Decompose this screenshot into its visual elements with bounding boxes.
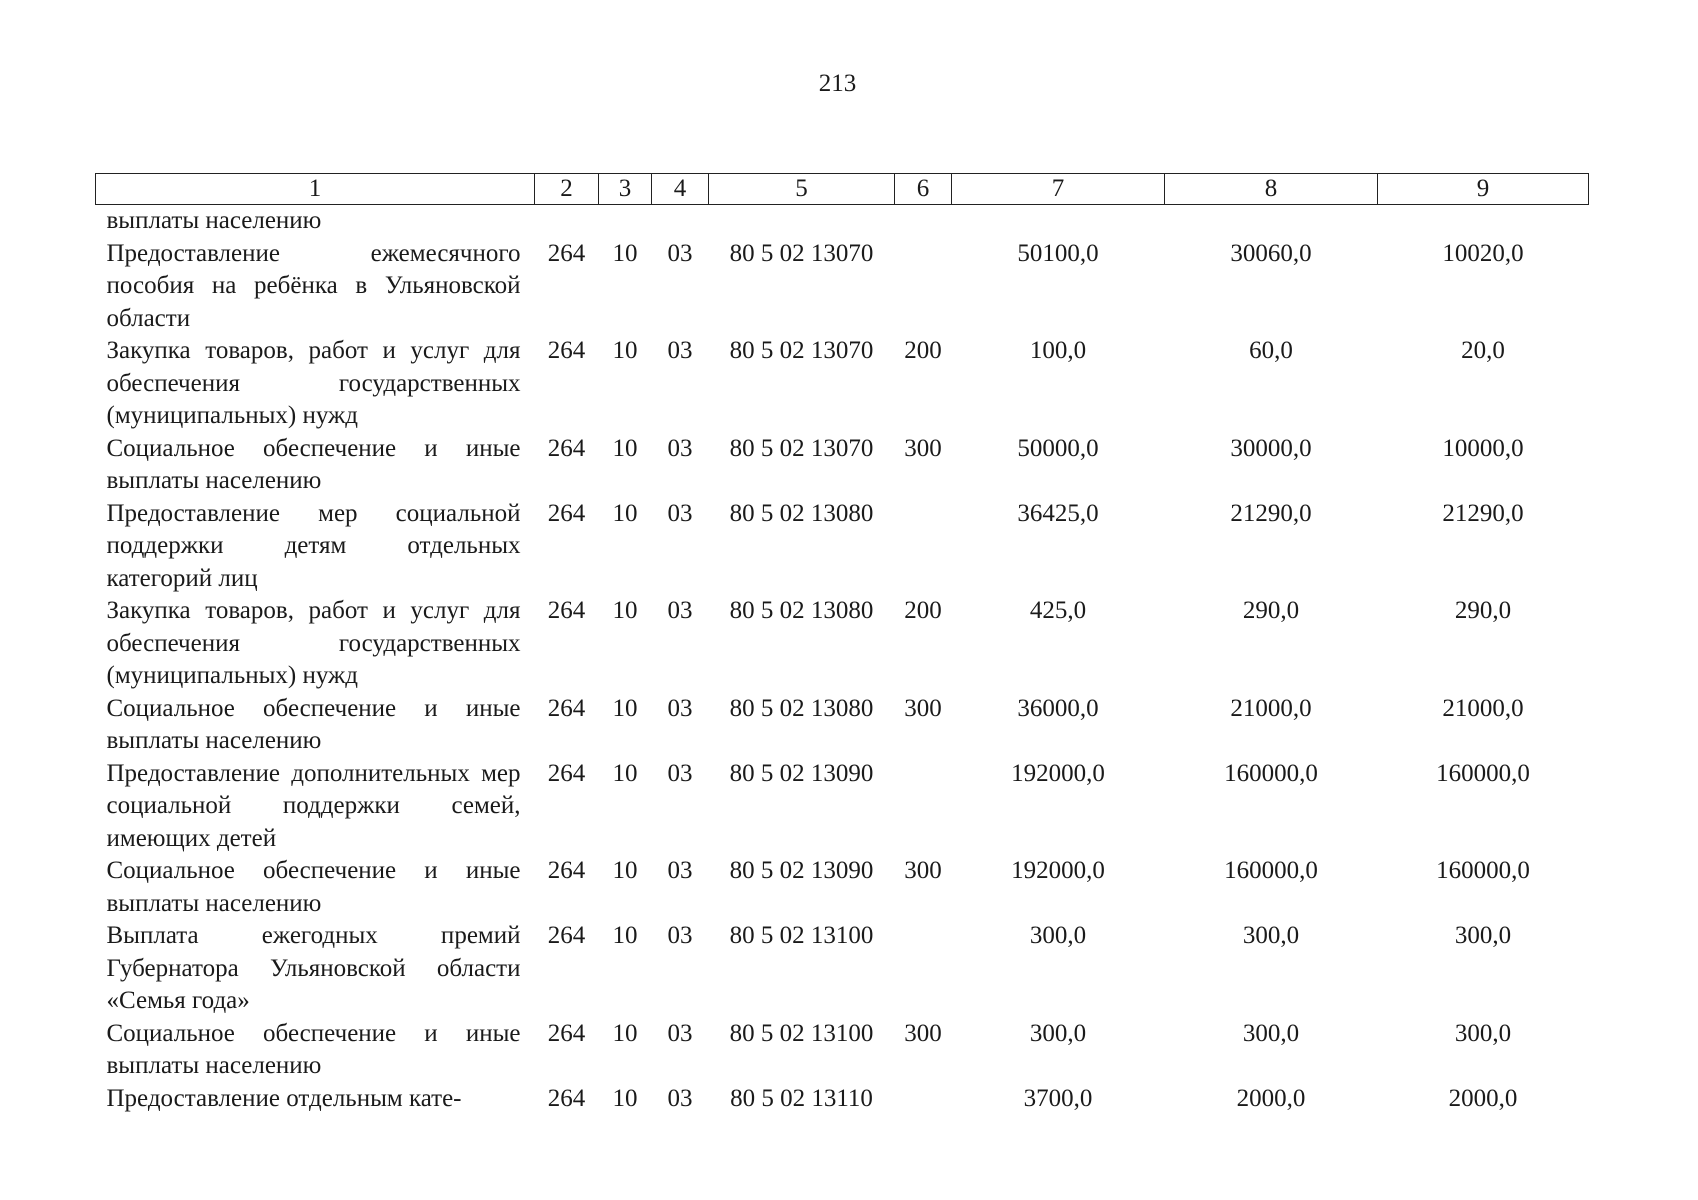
row-target-article: 80 5 02 13080 bbox=[729, 499, 874, 527]
row-amount-col9: 10020,0 bbox=[1442, 239, 1524, 267]
row-amount-col7: 50000,0 bbox=[1017, 434, 1099, 462]
row-name: Предоставление ежемесячного пособия на ребёнка в Ульяновской области bbox=[106, 239, 521, 332]
budget-table bbox=[95, 173, 1589, 1115]
table-row bbox=[96, 595, 1589, 693]
row-section: 10 bbox=[612, 1084, 638, 1112]
row-section: 10 bbox=[612, 597, 638, 624]
row-amount-col8: 160000,0 bbox=[1224, 857, 1318, 884]
row-name: Закупка товаров, работ и услуг для обеспечения государственных (муниципальных) нужд bbox=[106, 337, 521, 429]
row-target-article: 80 5 02 13110 bbox=[730, 1084, 873, 1112]
row-amount-col9: 21290,0 bbox=[1442, 499, 1524, 527]
row-expense-type: 300 bbox=[904, 857, 942, 884]
table-row bbox=[96, 1083, 1589, 1116]
row-amount-col8: 300,0 bbox=[1242, 922, 1300, 949]
row-amount-col7: 50100,0 bbox=[1017, 239, 1099, 267]
row-subsection: 03 bbox=[667, 694, 693, 722]
row-name: Предоставление отдельным кате- bbox=[106, 1084, 462, 1112]
header-col-7: 7 bbox=[952, 174, 1165, 205]
row-name: Социальное обеспечение и иные выплаты населению bbox=[106, 694, 521, 754]
row-amount-col7: 36425,0 bbox=[1017, 499, 1099, 527]
row-name: Предоставление мер социальной поддержки детям отдельных категорий лиц bbox=[106, 499, 521, 592]
row-amount-col7 bbox=[952, 205, 1165, 238]
row-target-article: 80 5 02 13070 bbox=[729, 239, 874, 267]
row-name: Закупка товаров, работ и услуг для обеспечения государственных (муниципальных) нужд bbox=[106, 597, 521, 689]
row-target-article: 80 5 02 13080 bbox=[729, 694, 874, 722]
row-code-ministry: 264 bbox=[547, 337, 586, 364]
table-row bbox=[96, 758, 1589, 856]
page-number: 213 bbox=[818, 70, 857, 97]
row-amount-col7: 192000,0 bbox=[1011, 857, 1105, 884]
header-col-3: 3 bbox=[599, 174, 652, 205]
table-row bbox=[96, 238, 1589, 336]
row-name: Социальное обеспечение и иные выплаты населению bbox=[106, 434, 521, 494]
row-target-article: 80 5 02 13090 bbox=[729, 857, 874, 884]
row-amount-col7: 192000,0 bbox=[1011, 759, 1105, 787]
row-expense-type: 200 bbox=[904, 337, 942, 364]
header-col-9: 9 bbox=[1378, 174, 1589, 205]
row-subsection: 03 bbox=[667, 239, 693, 267]
table-row bbox=[96, 1018, 1589, 1083]
table-row bbox=[96, 920, 1589, 1018]
row-subsection bbox=[652, 205, 709, 238]
row-amount-col7: 425,0 bbox=[1029, 597, 1087, 624]
row-section: 10 bbox=[612, 499, 638, 527]
row-amount-col7: 3700,0 bbox=[1023, 1084, 1093, 1112]
header-col-2: 2 bbox=[535, 174, 599, 205]
row-amount-col8: 2000,0 bbox=[1236, 1084, 1306, 1112]
row-amount-col9: 300,0 bbox=[1454, 1019, 1512, 1047]
row-expense-type bbox=[895, 758, 952, 856]
row-expense-type: 300 bbox=[904, 694, 942, 722]
row-code-ministry bbox=[535, 205, 599, 238]
row-expense-type: 200 bbox=[904, 597, 942, 624]
row-expense-type: 300 bbox=[904, 434, 942, 462]
row-expense-type bbox=[895, 238, 952, 336]
header-col-5: 5 bbox=[709, 174, 895, 205]
table-row bbox=[96, 433, 1589, 498]
row-amount-col7: 300,0 bbox=[1029, 1019, 1087, 1047]
header-col-1: 1 bbox=[96, 174, 535, 205]
row-name: Выплата ежегодных премий Губернатора Ульяновской области «Семья года» bbox=[106, 922, 521, 1014]
row-section bbox=[599, 205, 652, 238]
row-code-ministry: 264 bbox=[547, 499, 586, 527]
table-row bbox=[96, 335, 1589, 433]
row-name: Предоставление дополнительных мер социальной поддержки семей, имеющих детей bbox=[106, 759, 521, 852]
row-code-ministry: 264 bbox=[547, 434, 586, 462]
row-amount-col9 bbox=[1378, 205, 1589, 238]
row-amount-col9: 21000,0 bbox=[1442, 694, 1524, 722]
row-section: 10 bbox=[612, 694, 638, 722]
row-subsection: 03 bbox=[667, 337, 693, 364]
table-row bbox=[96, 693, 1589, 758]
row-amount-col9: 2000,0 bbox=[1448, 1084, 1518, 1112]
row-code-ministry: 264 bbox=[547, 857, 586, 884]
row-amount-col8: 21290,0 bbox=[1230, 499, 1312, 527]
row-section: 10 bbox=[612, 922, 638, 949]
row-amount-col8: 60,0 bbox=[1249, 337, 1293, 364]
row-target-article: 80 5 02 13070 bbox=[729, 337, 874, 364]
row-amount-col8: 300,0 bbox=[1242, 1019, 1300, 1047]
row-section: 10 bbox=[612, 434, 638, 462]
row-target-article: 80 5 02 13070 bbox=[729, 434, 874, 462]
row-code-ministry: 264 bbox=[547, 694, 586, 722]
row-name: выплаты населению bbox=[106, 207, 322, 234]
row-section: 10 bbox=[612, 337, 638, 364]
row-subsection: 03 bbox=[667, 1019, 693, 1047]
row-amount-col8: 160000,0 bbox=[1224, 759, 1318, 787]
header-col-8: 8 bbox=[1165, 174, 1378, 205]
row-amount-col8: 290,0 bbox=[1242, 597, 1300, 624]
row-code-ministry: 264 bbox=[547, 597, 586, 624]
header-col-4: 4 bbox=[652, 174, 709, 205]
row-subsection: 03 bbox=[667, 857, 693, 884]
row-amount-col8 bbox=[1165, 205, 1378, 238]
row-amount-col9: 160000,0 bbox=[1436, 759, 1530, 787]
row-amount-col9: 290,0 bbox=[1454, 597, 1512, 624]
row-target-article: 80 5 02 13100 bbox=[729, 1019, 874, 1047]
row-target-article: 80 5 02 13080 bbox=[729, 597, 874, 624]
row-subsection: 03 bbox=[667, 759, 693, 787]
header-col-6: 6 bbox=[895, 174, 952, 205]
row-section: 10 bbox=[612, 1019, 638, 1047]
row-expense-type bbox=[895, 1083, 952, 1116]
table-row bbox=[96, 855, 1589, 920]
row-amount-col8: 30060,0 bbox=[1230, 239, 1312, 267]
row-amount-col8: 21000,0 bbox=[1230, 694, 1312, 722]
budget-table-container bbox=[95, 173, 1588, 1115]
row-amount-col7: 100,0 bbox=[1029, 337, 1087, 364]
row-name: Социальное обеспечение и иные выплаты населению bbox=[106, 857, 521, 917]
row-target-article: 80 5 02 13100 bbox=[729, 922, 874, 949]
table-row bbox=[96, 498, 1589, 596]
row-amount-col9: 20,0 bbox=[1461, 337, 1505, 364]
row-code-ministry: 264 bbox=[547, 759, 586, 787]
row-expense-type bbox=[895, 205, 952, 238]
row-name: Социальное обеспечение и иные выплаты населению bbox=[106, 1019, 521, 1079]
row-subsection: 03 bbox=[667, 434, 693, 462]
row-target-article: 80 5 02 13090 bbox=[729, 759, 874, 787]
row-amount-col9: 300,0 bbox=[1454, 922, 1512, 949]
row-expense-type bbox=[895, 498, 952, 596]
table-header-row bbox=[96, 174, 1589, 205]
row-code-ministry: 264 bbox=[547, 239, 586, 267]
row-code-ministry: 264 bbox=[547, 922, 586, 949]
row-subsection: 03 bbox=[667, 1084, 693, 1112]
row-amount-col9: 10000,0 bbox=[1442, 434, 1524, 462]
row-section: 10 bbox=[612, 239, 638, 267]
row-amount-col8: 30000,0 bbox=[1230, 434, 1312, 462]
table-row bbox=[96, 205, 1589, 238]
row-expense-type: 300 bbox=[904, 1019, 942, 1047]
row-section: 10 bbox=[612, 759, 638, 787]
row-amount-col7: 300,0 bbox=[1029, 922, 1087, 949]
row-amount-col7: 36000,0 bbox=[1017, 694, 1099, 722]
row-target-article bbox=[709, 205, 895, 238]
row-subsection: 03 bbox=[667, 597, 693, 624]
row-expense-type bbox=[895, 920, 952, 1018]
row-subsection: 03 bbox=[667, 499, 693, 527]
row-code-ministry: 264 bbox=[547, 1084, 586, 1112]
row-code-ministry: 264 bbox=[547, 1019, 586, 1047]
row-section: 10 bbox=[612, 857, 638, 884]
row-subsection: 03 bbox=[667, 922, 693, 949]
row-amount-col9: 160000,0 bbox=[1436, 857, 1530, 884]
